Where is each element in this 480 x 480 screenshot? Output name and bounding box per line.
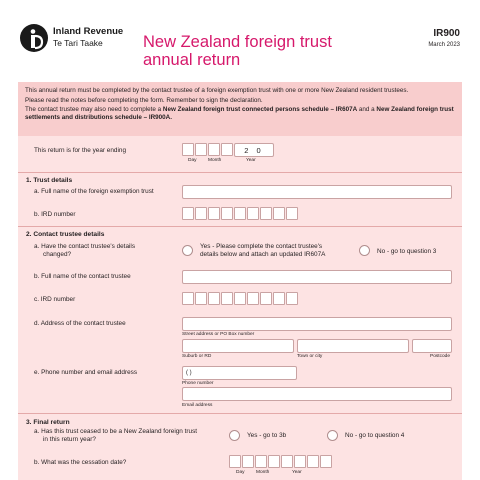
trust-name-input[interactable]: [182, 185, 452, 199]
section-divider: [18, 172, 462, 173]
form-code: IR900: [433, 28, 460, 39]
phone-input[interactable]: ( ): [182, 366, 297, 380]
town-caption: Town or city: [297, 354, 323, 359]
ceased-yes-label: Yes - go to 3b: [247, 432, 287, 439]
trustee-changed-question: a. Have the contact trustee's details changed?: [34, 243, 136, 258]
phone-caption: Phone number: [182, 381, 214, 386]
day-caption: Day: [188, 158, 197, 163]
trustee-changed-yes-label: Yes - Please complete the contact trustee's details below and attach an updated IR607A: [200, 243, 326, 258]
trustee-ird-label: c. IRD number: [34, 296, 76, 303]
trustee-address-label: d. Address of the contact trustee: [34, 320, 126, 327]
section-divider: [18, 413, 462, 414]
section-2-heading: 2. Contact trustee details: [26, 231, 105, 238]
ceased-no-radio[interactable]: [327, 430, 338, 441]
trustee-changed-no-radio[interactable]: [359, 245, 370, 256]
trust-name-label: a. Full name of the foreign exemption trust: [34, 188, 154, 195]
trustee-ird-input[interactable]: [182, 292, 299, 305]
trustee-name-label: b. Full name of the contact trustee: [34, 273, 131, 280]
suburb-caption: Suburb or RD: [182, 354, 212, 359]
section-divider: [18, 226, 462, 227]
year-ending-label: This return is for the year ending: [34, 147, 126, 154]
ceased-question: a. Has this trust ceased to be a New Zealand foreign trust in this return year?: [34, 428, 198, 443]
cessation-date-input[interactable]: [229, 455, 333, 468]
intro-notice: This annual return must be completed by the contact trustee of a foreign exemption trust with one or more New Zealand resident trustees. Please read the notes before completing the form. Remember to sign the declaration. The contact trustee may also need to complete a New Zealand foreign trust connected persons schedule – IR607A and a New Zealand foreign trust settlements and distributions schedule – IR900A.: [18, 82, 462, 136]
section-3-heading: 3. Final return: [26, 419, 70, 426]
ceased-yes-radio[interactable]: [229, 430, 240, 441]
form-date: March 2023: [428, 42, 460, 48]
postcode-input[interactable]: [412, 339, 452, 353]
street-address-caption: Street address or PO Box number: [182, 332, 255, 337]
trustee-changed-yes-radio[interactable]: [182, 245, 193, 256]
page-title: New Zealand foreign trust annual return: [143, 33, 332, 69]
trustee-changed-no-label: No - go to question 3: [377, 248, 437, 255]
cessation-month-caption: Month: [256, 470, 270, 475]
month-caption: Month: [208, 158, 222, 163]
email-caption: Email address: [182, 403, 213, 408]
section-1-heading: 1. Trust details: [26, 177, 73, 184]
street-address-input[interactable]: [182, 317, 452, 331]
year-field[interactable]: 2 0: [234, 143, 274, 157]
brand-maori-name: Te Tari Taake: [53, 38, 103, 48]
contact-label: e. Phone number and email address: [34, 369, 138, 376]
email-input[interactable]: [182, 387, 452, 401]
cessation-date-label: b. What was the cessation date?: [34, 459, 127, 466]
year-caption: Year: [246, 158, 256, 163]
trust-ird-label: b. IRD number: [34, 211, 76, 218]
suburb-input[interactable]: [182, 339, 294, 353]
trustee-name-input[interactable]: [182, 270, 452, 284]
brand-name: Inland Revenue: [53, 26, 124, 37]
town-input[interactable]: [297, 339, 409, 353]
postcode-caption: Postcode: [430, 354, 451, 359]
cessation-year-caption: Year: [292, 470, 302, 475]
ird-logo-icon: [20, 24, 48, 52]
ceased-no-label: No - go to question 4: [345, 432, 405, 439]
year-day-month-fields[interactable]: [182, 143, 234, 156]
trust-ird-input[interactable]: [182, 207, 299, 220]
cessation-day-caption: Day: [236, 470, 245, 475]
